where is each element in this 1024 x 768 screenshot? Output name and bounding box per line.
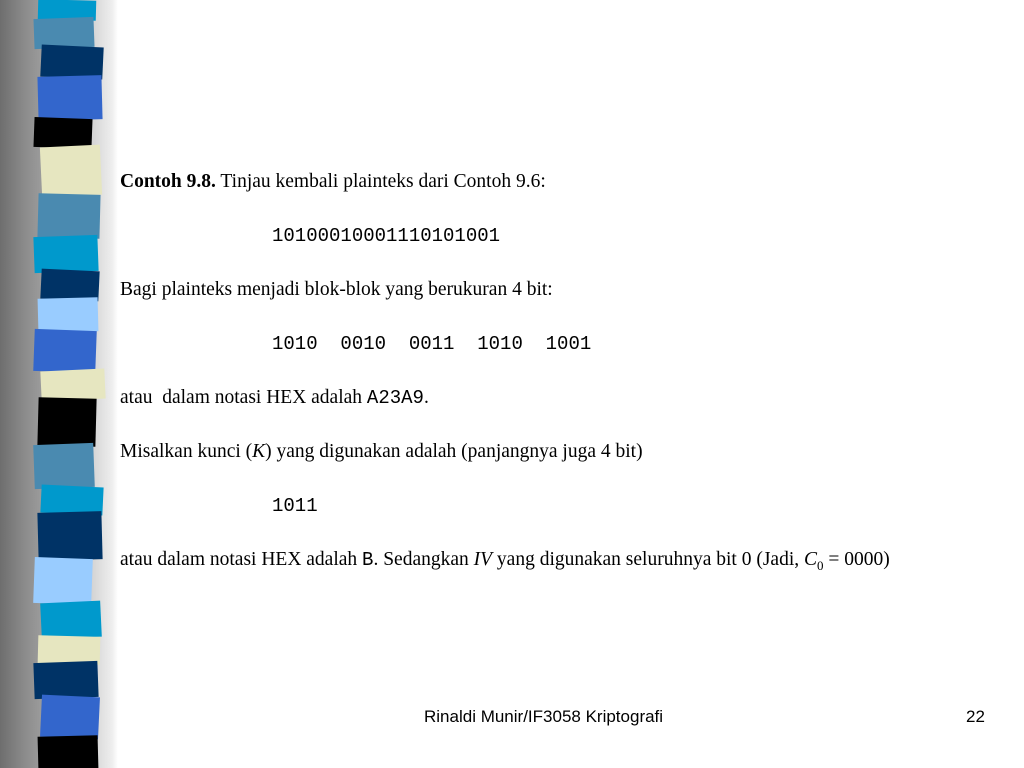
c-variable: C <box>803 549 817 570</box>
plaintext-bits: 10100010001110101001 <box>272 225 501 247</box>
iv-line <box>120 548 1000 578</box>
hex-suffix: . <box>423 387 429 408</box>
sidebar-band <box>40 45 103 80</box>
iv-suffix: = 0000) <box>823 549 890 570</box>
sidebar-band <box>37 193 100 239</box>
spacer <box>120 302 1000 332</box>
spacer <box>120 248 1000 278</box>
key-variable: K <box>252 441 266 462</box>
footer-author-course: Rinaldi Munir/IF3058 Kriptografi <box>424 707 664 726</box>
spacer <box>120 194 1000 224</box>
hex-prefix: atau dalam notasi HEX adalah <box>120 387 367 408</box>
sidebar-band <box>33 443 95 489</box>
spacer <box>120 410 1000 440</box>
decorative-sidebar-stripes <box>0 0 118 768</box>
key-prefix: Misalkan kunci ( <box>120 441 253 462</box>
sidebar-band <box>40 601 102 640</box>
sidebar-band <box>33 117 92 149</box>
iv-hex-value: B <box>362 549 374 571</box>
iv-variable: IV <box>473 549 493 570</box>
sidebar-band <box>33 661 98 699</box>
sidebar-band <box>38 735 99 768</box>
hex-value: A23A9 <box>366 387 424 409</box>
key-bits: 1011 <box>272 495 318 517</box>
c-subscript: 0 <box>817 557 824 573</box>
sidebar-band <box>40 695 100 740</box>
sidebar-band <box>33 235 98 273</box>
sidebar-band <box>38 297 99 333</box>
spacer <box>120 356 1000 386</box>
iv-mid-text: . Sedangkan <box>373 549 474 570</box>
key-line <box>120 440 1000 464</box>
sidebar-band <box>40 369 105 402</box>
iv-mid-text-2: yang digunakan seluruhnya bit 0 (Jadi, <box>492 549 804 570</box>
plaintext-blocks: 1010 0010 0011 1010 1001 <box>272 333 592 355</box>
sidebar-band <box>33 557 93 605</box>
slide-content <box>120 170 1000 578</box>
split-instruction: Bagi plainteks menjadi blok-blok yang berukuran 4 bit: <box>120 279 553 300</box>
sidebar-band <box>33 329 96 373</box>
example-intro: Tinjau kembali plainteks dari Contoh 9.6: <box>215 171 546 192</box>
example-heading-line <box>120 170 1000 194</box>
example-label: Contoh 9.8. <box>120 171 216 192</box>
iv-prefix: atau dalam notasi HEX adalah <box>120 549 363 570</box>
hex-notation-line <box>120 386 1000 410</box>
sidebar-band <box>37 511 102 561</box>
page-number: 22 <box>966 707 985 726</box>
sidebar-band <box>37 397 96 447</box>
key-suffix: ) yang digunakan adalah (panjangnya juga 4 bit) <box>265 441 643 462</box>
spacer <box>120 464 1000 494</box>
spacer <box>120 518 1000 548</box>
sidebar-band <box>37 75 102 121</box>
sidebar-band <box>40 145 102 198</box>
